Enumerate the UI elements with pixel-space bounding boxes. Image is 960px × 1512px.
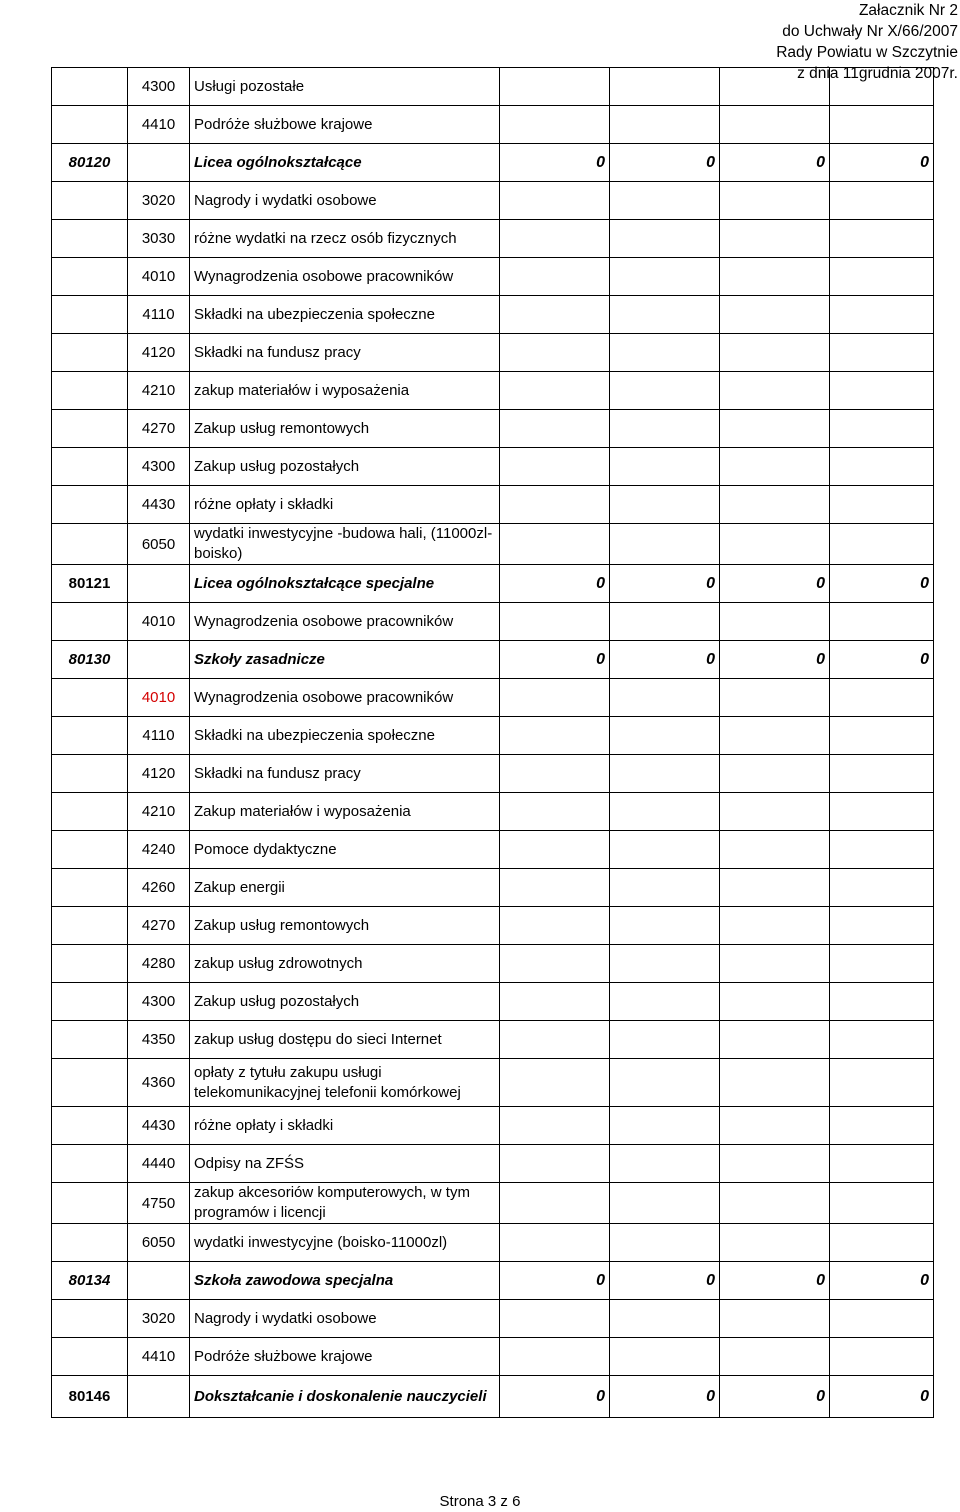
item-value-empty: [830, 334, 934, 372]
section-code-empty: [52, 524, 128, 565]
item-value-empty: [720, 372, 830, 410]
item-value-empty: [720, 1059, 830, 1107]
item-name: Zakup usług remontowych: [190, 410, 500, 448]
item-row: [52, 1300, 934, 1338]
paragraph-code-empty: [128, 144, 190, 182]
item-value-empty: [720, 1300, 830, 1338]
paragraph-code: 4240: [128, 831, 190, 869]
paragraph-code: 4300: [128, 983, 190, 1021]
item-row: [52, 1338, 934, 1376]
paragraph-code: 4410: [128, 106, 190, 144]
item-value-empty: [720, 983, 830, 1021]
item-value-empty: [610, 1338, 720, 1376]
item-value-empty: [720, 1224, 830, 1262]
item-value-empty: [830, 945, 934, 983]
paragraph-code: 4120: [128, 334, 190, 372]
item-value-empty: [500, 410, 610, 448]
item-name: Składki na ubezpieczenia społeczne: [190, 717, 500, 755]
item-name: Nagrody i wydatki osobowe: [190, 182, 500, 220]
item-value-empty: [610, 1021, 720, 1059]
item-row: [52, 717, 934, 755]
paragraph-code-empty: [128, 1262, 190, 1300]
item-row: [52, 755, 934, 793]
item-name: Usługi pozostałe: [190, 68, 500, 106]
item-value-empty: [610, 1183, 720, 1224]
paragraph-code: 4010: [128, 603, 190, 641]
section-value: 0: [500, 641, 610, 679]
item-name: opłaty z tytułu zakupu usługi telekomunikacyjnej telefonii komórkowej: [190, 1059, 500, 1107]
item-value-empty: [720, 1021, 830, 1059]
item-value-empty: [610, 1145, 720, 1183]
item-value-empty: [500, 372, 610, 410]
item-name: zakup akcesoriów komputerowych, w tym programów i licencji: [190, 1183, 500, 1224]
item-name: Składki na ubezpieczenia społeczne: [190, 296, 500, 334]
paragraph-code: 4300: [128, 448, 190, 486]
item-row: [52, 524, 934, 565]
item-value-empty: [500, 755, 610, 793]
item-value-empty: [500, 907, 610, 945]
section-code: 80130: [52, 641, 128, 679]
item-value-empty: [610, 486, 720, 524]
item-name: różne opłaty i składki: [190, 1107, 500, 1145]
section-code-empty: [52, 831, 128, 869]
item-value-empty: [500, 182, 610, 220]
section-code-empty: [52, 220, 128, 258]
section-code-empty: [52, 869, 128, 907]
item-value-empty: [720, 603, 830, 641]
item-row: [52, 1021, 934, 1059]
item-value-empty: [610, 372, 720, 410]
item-value-empty: [610, 296, 720, 334]
item-value-empty: [500, 1338, 610, 1376]
paragraph-code: 4110: [128, 717, 190, 755]
item-value-empty: [720, 524, 830, 565]
section-code-empty: [52, 755, 128, 793]
item-value-empty: [830, 603, 934, 641]
section-value: 0: [830, 1376, 934, 1418]
item-value-empty: [720, 106, 830, 144]
section-row: [52, 641, 934, 679]
section-code-empty: [52, 603, 128, 641]
section-code-empty: [52, 945, 128, 983]
item-name: Składki na fundusz pracy: [190, 334, 500, 372]
item-row: [52, 869, 934, 907]
item-value-empty: [500, 334, 610, 372]
item-value-empty: [720, 1338, 830, 1376]
item-name: zakup usług zdrowotnych: [190, 945, 500, 983]
section-value: 0: [500, 565, 610, 603]
budget-table-body: [52, 68, 934, 1418]
header-line-date: z dnia 11grudnia 2007r.: [797, 65, 958, 82]
item-value-empty: [830, 831, 934, 869]
item-value-empty: [610, 717, 720, 755]
item-row: [52, 486, 934, 524]
item-name: Pomoce dydaktyczne: [190, 831, 500, 869]
item-value-empty: [720, 679, 830, 717]
item-name: Składki na fundusz pracy: [190, 755, 500, 793]
section-code-empty: [52, 296, 128, 334]
section-code-empty: [52, 1059, 128, 1107]
item-row: [52, 1224, 934, 1262]
item-value-empty: [720, 182, 830, 220]
item-value-empty: [610, 410, 720, 448]
section-code-empty: [52, 410, 128, 448]
item-value-empty: [720, 945, 830, 983]
item-row: [52, 983, 934, 1021]
paragraph-code: 6050: [128, 524, 190, 565]
header-line-annex: Załacznik Nr 2: [858, 2, 958, 19]
paragraph-code: 3020: [128, 182, 190, 220]
item-value-empty: [610, 907, 720, 945]
item-value-empty: [610, 1059, 720, 1107]
item-value-empty: [830, 869, 934, 907]
item-value-empty: [830, 1224, 934, 1262]
paragraph-code-empty: [128, 565, 190, 603]
item-value-empty: [830, 1338, 934, 1376]
item-name: różne wydatki na rzecz osób fizycznych: [190, 220, 500, 258]
section-value: 0: [610, 565, 720, 603]
item-value-empty: [610, 106, 720, 144]
item-value-empty: [610, 755, 720, 793]
section-code: 80134: [52, 1262, 128, 1300]
item-row: [52, 793, 934, 831]
section-code-empty: [52, 1338, 128, 1376]
item-value-empty: [830, 1059, 934, 1107]
item-value-empty: [500, 524, 610, 565]
item-value-empty: [720, 220, 830, 258]
item-value-empty: [830, 220, 934, 258]
paragraph-code: 4010: [128, 258, 190, 296]
section-code: 80146: [52, 1376, 128, 1418]
page-number: Strona 3 z 6: [439, 1493, 521, 1510]
item-value-empty: [610, 869, 720, 907]
item-row: [52, 372, 934, 410]
header-line-resolution: do Uchwały Nr X/66/2007: [782, 23, 958, 40]
item-value-empty: [610, 1224, 720, 1262]
item-name: Zakup materiałów i wyposażenia: [190, 793, 500, 831]
item-name: zakup usług dostępu do sieci Internet: [190, 1021, 500, 1059]
item-value-empty: [720, 1183, 830, 1224]
item-value-empty: [500, 68, 610, 106]
section-code-empty: [52, 372, 128, 410]
item-value-empty: [720, 448, 830, 486]
item-value-empty: [830, 296, 934, 334]
item-row: [52, 945, 934, 983]
paragraph-code: 4430: [128, 1107, 190, 1145]
section-code: 80120: [52, 144, 128, 182]
item-row: [52, 679, 934, 717]
section-value: 0: [720, 641, 830, 679]
item-value-empty: [610, 258, 720, 296]
item-value-empty: [720, 793, 830, 831]
item-value-empty: [830, 182, 934, 220]
section-value: 0: [610, 1262, 720, 1300]
item-value-empty: [830, 1300, 934, 1338]
paragraph-code: 3030: [128, 220, 190, 258]
item-row: [52, 1107, 934, 1145]
section-value: 0: [720, 1376, 830, 1418]
item-value-empty: [610, 831, 720, 869]
section-value: 0: [610, 144, 720, 182]
item-value-empty: [720, 486, 830, 524]
section-code-empty: [52, 1300, 128, 1338]
paragraph-code: 6050: [128, 1224, 190, 1262]
paragraph-code: 4430: [128, 486, 190, 524]
item-value-empty: [830, 1107, 934, 1145]
section-value: 0: [720, 565, 830, 603]
item-value-empty: [830, 524, 934, 565]
item-value-empty: [830, 755, 934, 793]
paragraph-code: 4210: [128, 793, 190, 831]
section-code-empty: [52, 182, 128, 220]
item-name: Odpisy na ZFŚS: [190, 1145, 500, 1183]
item-value-empty: [500, 448, 610, 486]
paragraph-code: 4360: [128, 1059, 190, 1107]
item-value-empty: [830, 907, 934, 945]
section-code-empty: [52, 983, 128, 1021]
section-code-empty: [52, 907, 128, 945]
paragraph-code: 3020: [128, 1300, 190, 1338]
section-name: Szkoły zasadnicze: [190, 641, 500, 679]
item-value-empty: [830, 983, 934, 1021]
item-value-empty: [830, 679, 934, 717]
section-code-empty: [52, 1107, 128, 1145]
item-value-empty: [500, 717, 610, 755]
item-value-empty: [500, 1059, 610, 1107]
item-row: [52, 1145, 934, 1183]
paragraph-code: 4280: [128, 945, 190, 983]
item-value-empty: [500, 486, 610, 524]
section-value: 0: [610, 1376, 720, 1418]
item-value-empty: [830, 448, 934, 486]
section-value: 0: [500, 144, 610, 182]
item-value-empty: [610, 220, 720, 258]
section-code-empty: [52, 334, 128, 372]
paragraph-code: 4010: [128, 679, 190, 717]
item-name: Nagrody i wydatki osobowe: [190, 1300, 500, 1338]
section-row: [52, 1262, 934, 1300]
paragraph-code-empty: [128, 1376, 190, 1418]
item-row: [52, 106, 934, 144]
paragraph-code: 4270: [128, 907, 190, 945]
item-name: wydatki inwestycyjne (boisko-11000zl): [190, 1224, 500, 1262]
budget-table: [51, 67, 934, 1418]
section-code-empty: [52, 258, 128, 296]
item-value-empty: [720, 717, 830, 755]
item-row: [52, 258, 934, 296]
item-value-empty: [720, 258, 830, 296]
item-value-empty: [610, 1300, 720, 1338]
item-row: [52, 220, 934, 258]
item-value-empty: [830, 258, 934, 296]
item-value-empty: [500, 220, 610, 258]
item-row: [52, 831, 934, 869]
item-value-empty: [500, 679, 610, 717]
item-name: Podróże służbowe krajowe: [190, 106, 500, 144]
item-name: Zakup usług pozostałych: [190, 448, 500, 486]
item-name: Zakup usług remontowych: [190, 907, 500, 945]
section-code-empty: [52, 1224, 128, 1262]
item-row: [52, 448, 934, 486]
item-value-empty: [830, 106, 934, 144]
item-value-empty: [610, 68, 720, 106]
section-code-empty: [52, 448, 128, 486]
section-name: Szkoła zawodowa specjalna: [190, 1262, 500, 1300]
paragraph-code: 4260: [128, 869, 190, 907]
item-value-empty: [720, 410, 830, 448]
section-code: 80121: [52, 565, 128, 603]
item-row: [52, 334, 934, 372]
section-row: [52, 1376, 934, 1418]
item-row: [52, 410, 934, 448]
section-value: 0: [830, 144, 934, 182]
item-row: [52, 907, 934, 945]
item-value-empty: [720, 1145, 830, 1183]
section-code-empty: [52, 68, 128, 106]
item-value-empty: [500, 1021, 610, 1059]
item-name: wydatki inwestycyjne -budowa hali, (11000zl-boisko): [190, 524, 500, 565]
paragraph-code: 4750: [128, 1183, 190, 1224]
item-value-empty: [500, 983, 610, 1021]
item-value-empty: [500, 1145, 610, 1183]
item-row: [52, 603, 934, 641]
paragraph-code: 4410: [128, 1338, 190, 1376]
item-value-empty: [830, 1145, 934, 1183]
section-code-empty: [52, 1021, 128, 1059]
item-value-empty: [610, 603, 720, 641]
item-value-empty: [610, 983, 720, 1021]
section-code-empty: [52, 717, 128, 755]
section-code-empty: [52, 106, 128, 144]
item-value-empty: [610, 945, 720, 983]
section-value: 0: [610, 641, 720, 679]
section-row: [52, 565, 934, 603]
item-name: różne opłaty i składki: [190, 486, 500, 524]
section-code-empty: [52, 679, 128, 717]
item-value-empty: [500, 106, 610, 144]
item-value-empty: [830, 1183, 934, 1224]
item-value-empty: [500, 1224, 610, 1262]
item-name: Wynagrodzenia osobowe pracowników: [190, 258, 500, 296]
item-name: Zakup energii: [190, 869, 500, 907]
paragraph-code: 4350: [128, 1021, 190, 1059]
item-name: Wynagrodzenia osobowe pracowników: [190, 603, 500, 641]
item-value-empty: [500, 831, 610, 869]
section-value: 0: [500, 1262, 610, 1300]
section-name: Dokształcanie i doskonalenie nauczycieli: [190, 1376, 500, 1418]
paragraph-code: 4440: [128, 1145, 190, 1183]
item-value-empty: [830, 410, 934, 448]
item-value-empty: [830, 1021, 934, 1059]
section-value: 0: [830, 565, 934, 603]
item-value-empty: [610, 793, 720, 831]
item-value-empty: [830, 372, 934, 410]
item-value-empty: [610, 182, 720, 220]
section-value: 0: [720, 144, 830, 182]
section-code-empty: [52, 1183, 128, 1224]
item-value-empty: [500, 1300, 610, 1338]
header-line-council: Rady Powiatu w Szczytnie: [776, 44, 958, 61]
section-code-empty: [52, 1145, 128, 1183]
item-value-empty: [500, 296, 610, 334]
section-row: [52, 144, 934, 182]
item-value-empty: [500, 1107, 610, 1145]
item-name: Zakup usług pozostałych: [190, 983, 500, 1021]
item-value-empty: [720, 1107, 830, 1145]
section-code-empty: [52, 486, 128, 524]
item-value-empty: [500, 603, 610, 641]
item-value-empty: [610, 524, 720, 565]
section-name: Licea ogólnokształcące specjalne: [190, 565, 500, 603]
item-value-empty: [720, 907, 830, 945]
paragraph-code: 4120: [128, 755, 190, 793]
paragraph-code: 4300: [128, 68, 190, 106]
section-code-empty: [52, 793, 128, 831]
item-value-empty: [720, 869, 830, 907]
paragraph-code: 4110: [128, 296, 190, 334]
item-value-empty: [610, 334, 720, 372]
item-value-empty: [610, 1107, 720, 1145]
item-value-empty: [720, 755, 830, 793]
item-value-empty: [500, 1183, 610, 1224]
section-value: 0: [830, 641, 934, 679]
item-value-empty: [500, 793, 610, 831]
item-name: zakup materiałów i wyposażenia: [190, 372, 500, 410]
item-value-empty: [830, 717, 934, 755]
item-value-empty: [610, 679, 720, 717]
item-value-empty: [500, 869, 610, 907]
item-row: [52, 1183, 934, 1224]
section-value: 0: [830, 1262, 934, 1300]
item-row: [52, 182, 934, 220]
section-value: 0: [500, 1376, 610, 1418]
paragraph-code: 4210: [128, 372, 190, 410]
item-value-empty: [720, 831, 830, 869]
document-header: [776, 0, 958, 84]
item-value-empty: [830, 793, 934, 831]
item-name: Podróże służbowe krajowe: [190, 1338, 500, 1376]
item-value-empty: [500, 945, 610, 983]
item-value-empty: [610, 448, 720, 486]
item-row: [52, 296, 934, 334]
item-row: [52, 1059, 934, 1107]
item-name: Wynagrodzenia osobowe pracowników: [190, 679, 500, 717]
item-value-empty: [500, 258, 610, 296]
paragraph-code: 4270: [128, 410, 190, 448]
section-name: Licea ogólnokształcące: [190, 144, 500, 182]
paragraph-code-empty: [128, 641, 190, 679]
section-value: 0: [720, 1262, 830, 1300]
item-value-empty: [830, 486, 934, 524]
item-value-empty: [720, 296, 830, 334]
item-value-empty: [720, 334, 830, 372]
